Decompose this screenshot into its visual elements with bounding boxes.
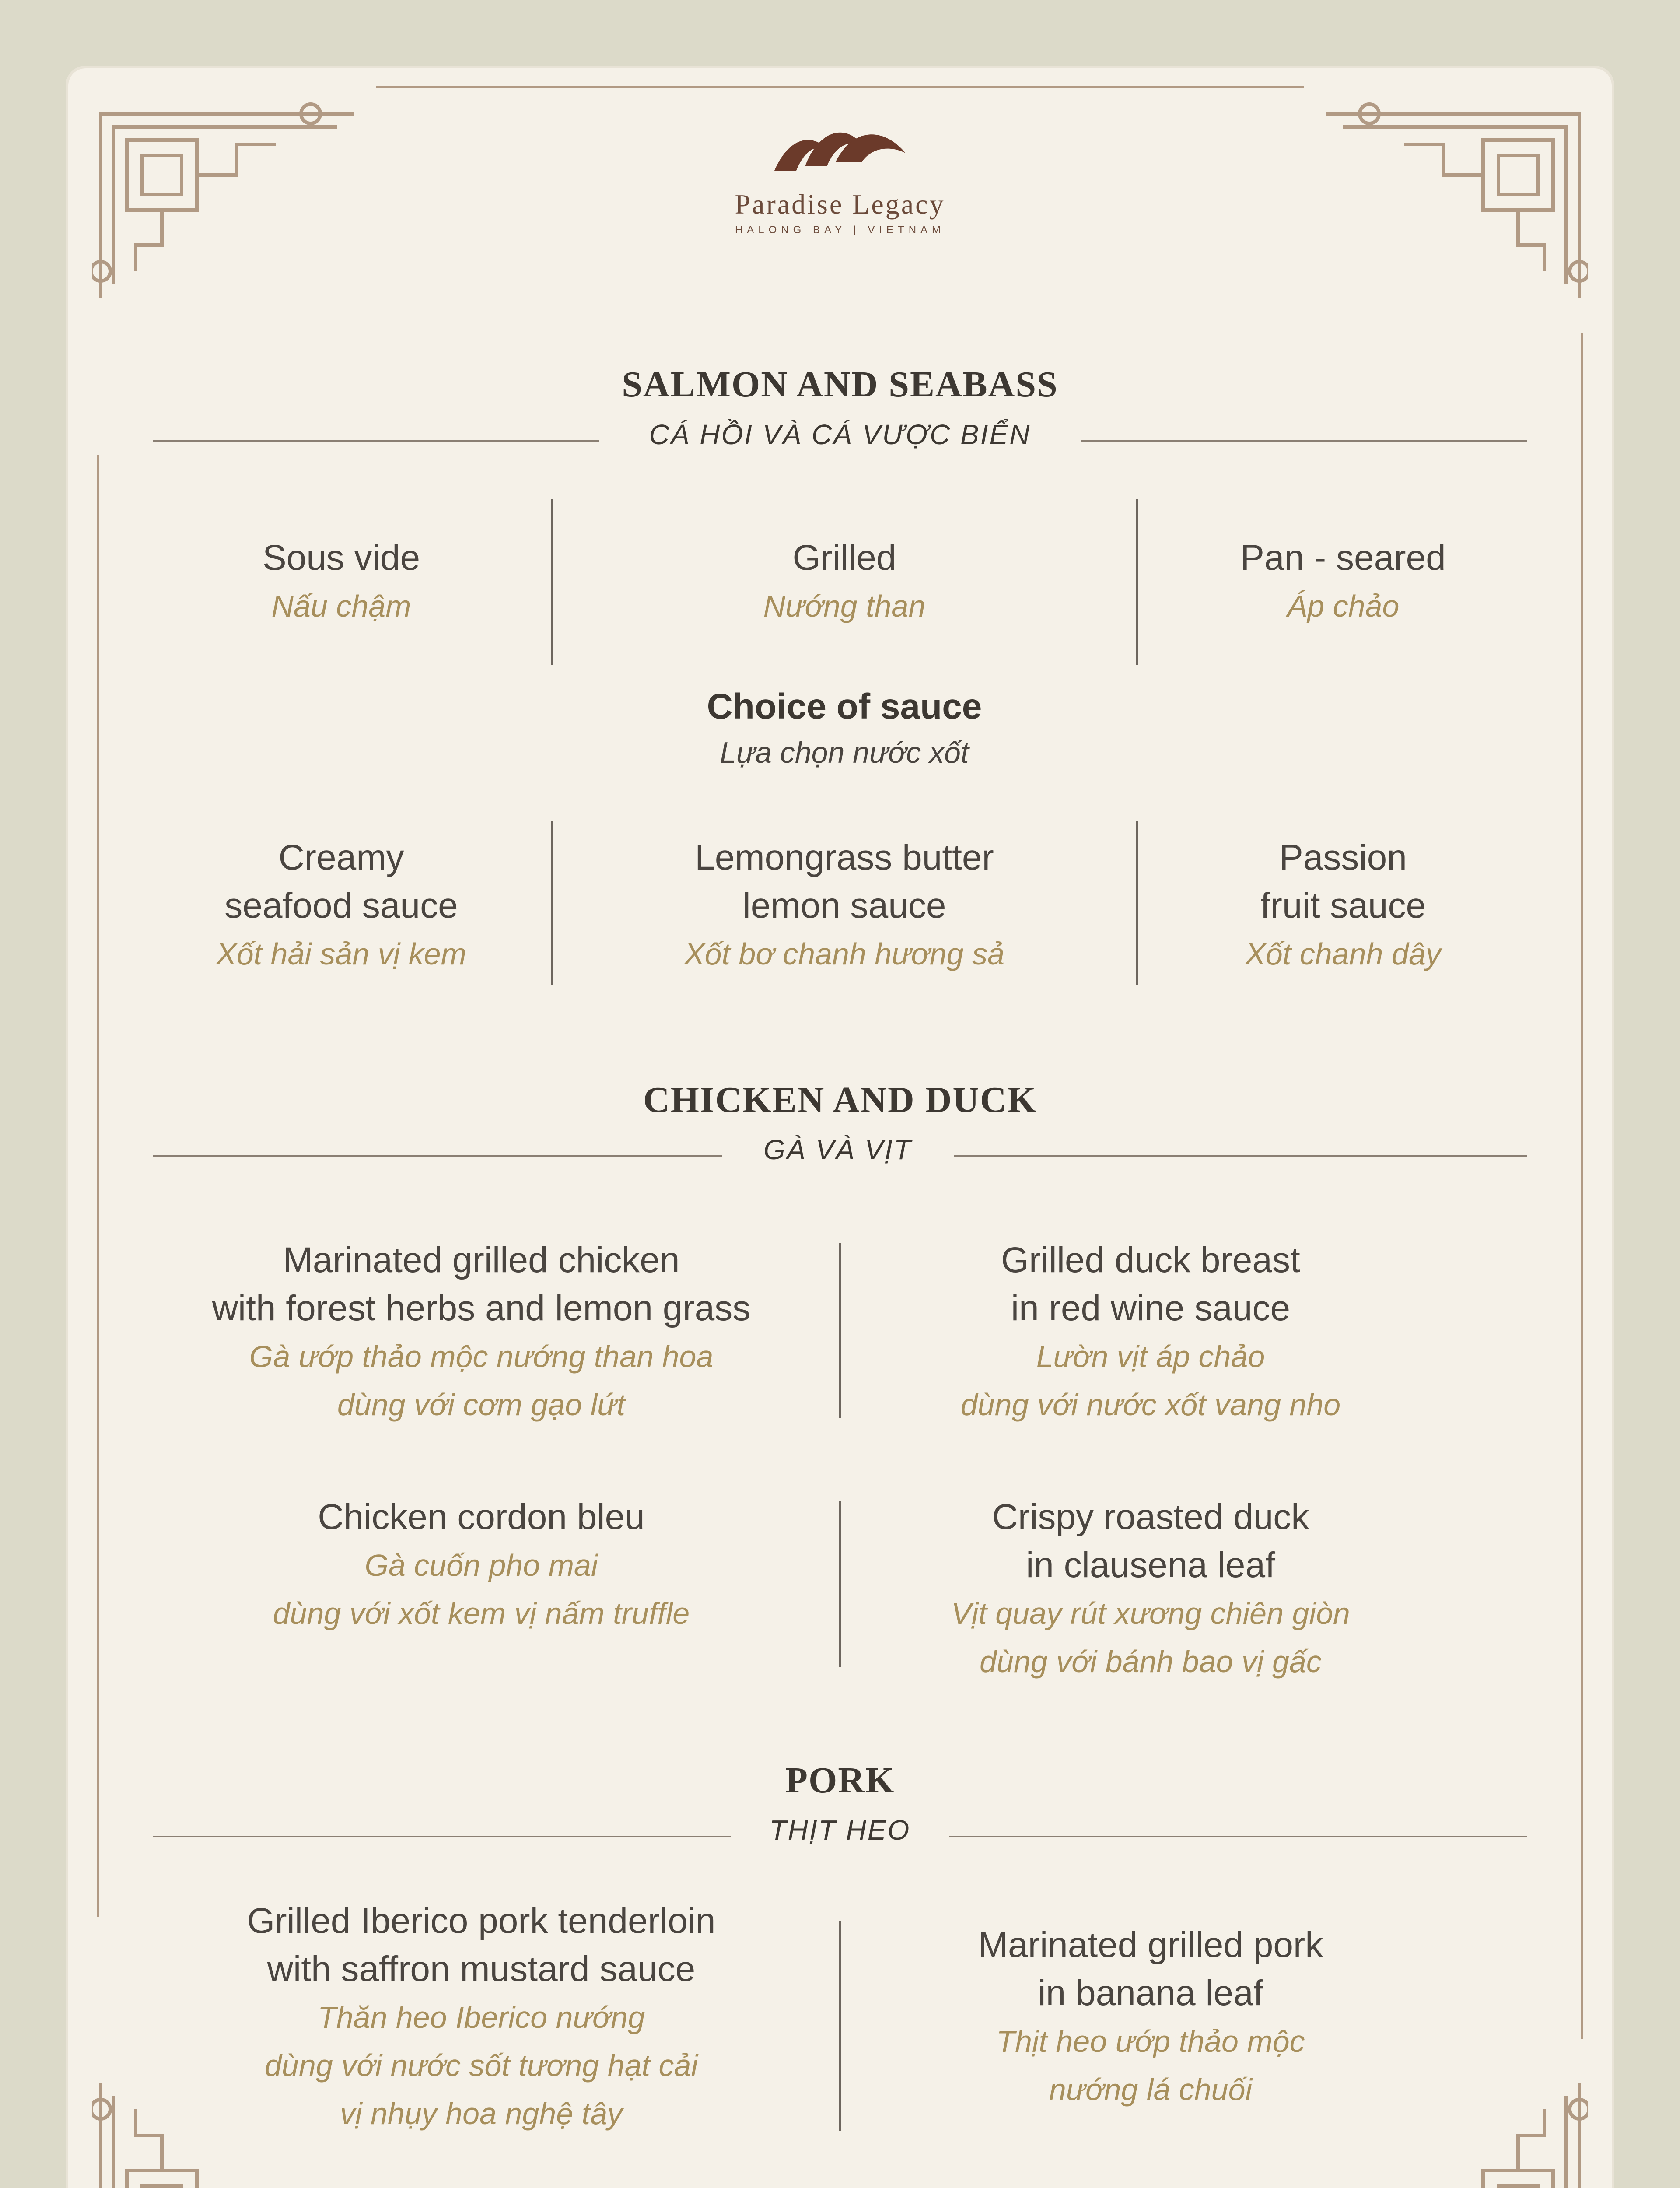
dish-name-line2: in banana leaf	[1038, 1973, 1264, 2013]
dish-name-vn-line2: dùng với nước xốt vang nho	[960, 1388, 1341, 1422]
rule-salmon-right	[1081, 440, 1527, 442]
section-subtitle-chicken: GÀ VÀ VỊT	[763, 1134, 912, 1165]
dish-name-vn-line2: dùng với cơm gạo lứt	[337, 1388, 626, 1422]
method-name: Grilled	[792, 538, 896, 578]
dish-name-vn-line1: Thăn heo Iberico nướng	[317, 2000, 645, 2034]
rule-chicken-left	[153, 1155, 722, 1157]
dish-item	[131, 1897, 831, 2138]
sauce-name-vn: Xốt chanh dây	[1245, 937, 1441, 971]
dish-name-vn-line2: dùng với bánh bao vị gấc	[980, 1645, 1322, 1679]
dish-name-line2: in clausena leaf	[1026, 1545, 1275, 1585]
dish-item	[844, 1236, 1457, 1429]
sauce-name-line1: Lemongrass butter	[695, 838, 994, 877]
method-name-vn: Nướng than	[763, 589, 926, 623]
dish-name-line1: Crispy roasted duck	[992, 1497, 1309, 1537]
brand-location: HALONG BAY | VIETNAM	[735, 224, 945, 236]
sauce-title: Choice of sauce	[707, 687, 982, 726]
method-item	[1138, 534, 1549, 630]
section-subtitle-salmon: CÁ HỒI VÀ CÁ VƯỢC BIỂN	[649, 419, 1031, 450]
sauce-name-vn: Xốt bơ chanh hương sả	[684, 937, 1005, 971]
frame-top-line	[376, 86, 1304, 88]
dish-item	[844, 1921, 1457, 2114]
dish-name-vn-line1: Gà cuốn pho mai	[364, 1548, 598, 1582]
method-name: Pan - seared	[1240, 538, 1446, 578]
dish-name-vn-line3: vị nhụy hoa nghệ tây	[340, 2097, 623, 2131]
dish-name-line2: with forest herbs and lemon grass	[212, 1288, 751, 1328]
dish-name-vn-line2: dùng với xốt kem vị nấm truffle	[273, 1596, 690, 1630]
divider	[839, 1921, 841, 2131]
method-name: Sous vide	[262, 538, 420, 578]
sauce-item	[131, 834, 551, 978]
dish-item	[844, 1493, 1457, 1686]
dish-name-line1: Chicken cordon bleu	[318, 1497, 645, 1537]
dish-name-line2: in red wine sauce	[1011, 1288, 1291, 1328]
frame-left-line	[97, 455, 99, 1917]
sauce-name-line2: fruit sauce	[1260, 886, 1426, 926]
method-item	[131, 534, 551, 630]
section-title-chicken: CHICKEN AND DUCK	[643, 1080, 1037, 1120]
frame-right-line	[1581, 333, 1583, 2039]
dish-name-line1: Grilled duck breast	[1001, 1240, 1300, 1280]
sauce-item	[1138, 834, 1549, 978]
rule-pork-left	[153, 1836, 731, 1837]
dish-name-vn-line1: Gà ướp thảo mộc nướng than hoa	[249, 1339, 714, 1374]
dish-name-line1: Grilled Iberico pork tenderloin	[247, 1901, 716, 1941]
rule-chicken-right	[954, 1155, 1527, 1157]
sauce-item	[553, 834, 1135, 978]
dish-item	[131, 1493, 831, 1637]
section-title-salmon: SALMON AND SEABASS	[622, 364, 1058, 405]
rule-pork-right	[949, 1836, 1527, 1837]
wave-logo-icon	[770, 118, 910, 179]
dish-name-line2: with saffron mustard sauce	[267, 1949, 696, 1989]
sauce-name-line1: Creamy	[278, 838, 404, 877]
method-name-vn: Nấu chậm	[271, 589, 411, 623]
dish-name-vn-line1: Lườn vịt áp chảo	[1036, 1339, 1265, 1374]
dish-name-vn-line1: Vịt quay rút xương chiên giòn	[951, 1596, 1350, 1630]
section-subtitle-pork: THỊT HEO	[769, 1814, 911, 1846]
corner-ornament-top-right	[1308, 88, 1588, 333]
section-title-pork: PORK	[785, 1760, 895, 1801]
dish-name-vn-line2: nướng lá chuối	[1049, 2072, 1253, 2107]
sauce-name-line1: Passion	[1279, 838, 1407, 877]
method-item	[553, 534, 1135, 630]
divider	[839, 1501, 841, 1667]
sauce-subtitle: Lựa chọn nước xốt	[720, 736, 969, 769]
brand-logo	[709, 118, 971, 276]
dish-item	[131, 1236, 831, 1429]
divider	[839, 1243, 841, 1418]
rule-salmon-left	[153, 440, 599, 442]
dish-name-line1: Marinated grilled pork	[978, 1925, 1323, 1965]
sauce-name-line2: seafood sauce	[224, 886, 458, 926]
method-name-vn: Áp chảo	[1287, 589, 1400, 623]
sauce-name-line2: lemon sauce	[742, 886, 946, 926]
dish-name-vn-line1: Thịt heo ướp thảo mộc	[996, 2024, 1305, 2058]
sauce-heading	[553, 683, 1135, 775]
dish-name-line1: Marinated grilled chicken	[283, 1240, 680, 1280]
brand-name: Paradise Legacy	[735, 189, 945, 220]
dish-name-vn-line2: dùng với nước sốt tương hạt cải	[264, 2048, 698, 2083]
corner-ornament-top-left	[92, 88, 372, 333]
sauce-name-vn: Xốt hải sản vị kem	[216, 937, 466, 971]
